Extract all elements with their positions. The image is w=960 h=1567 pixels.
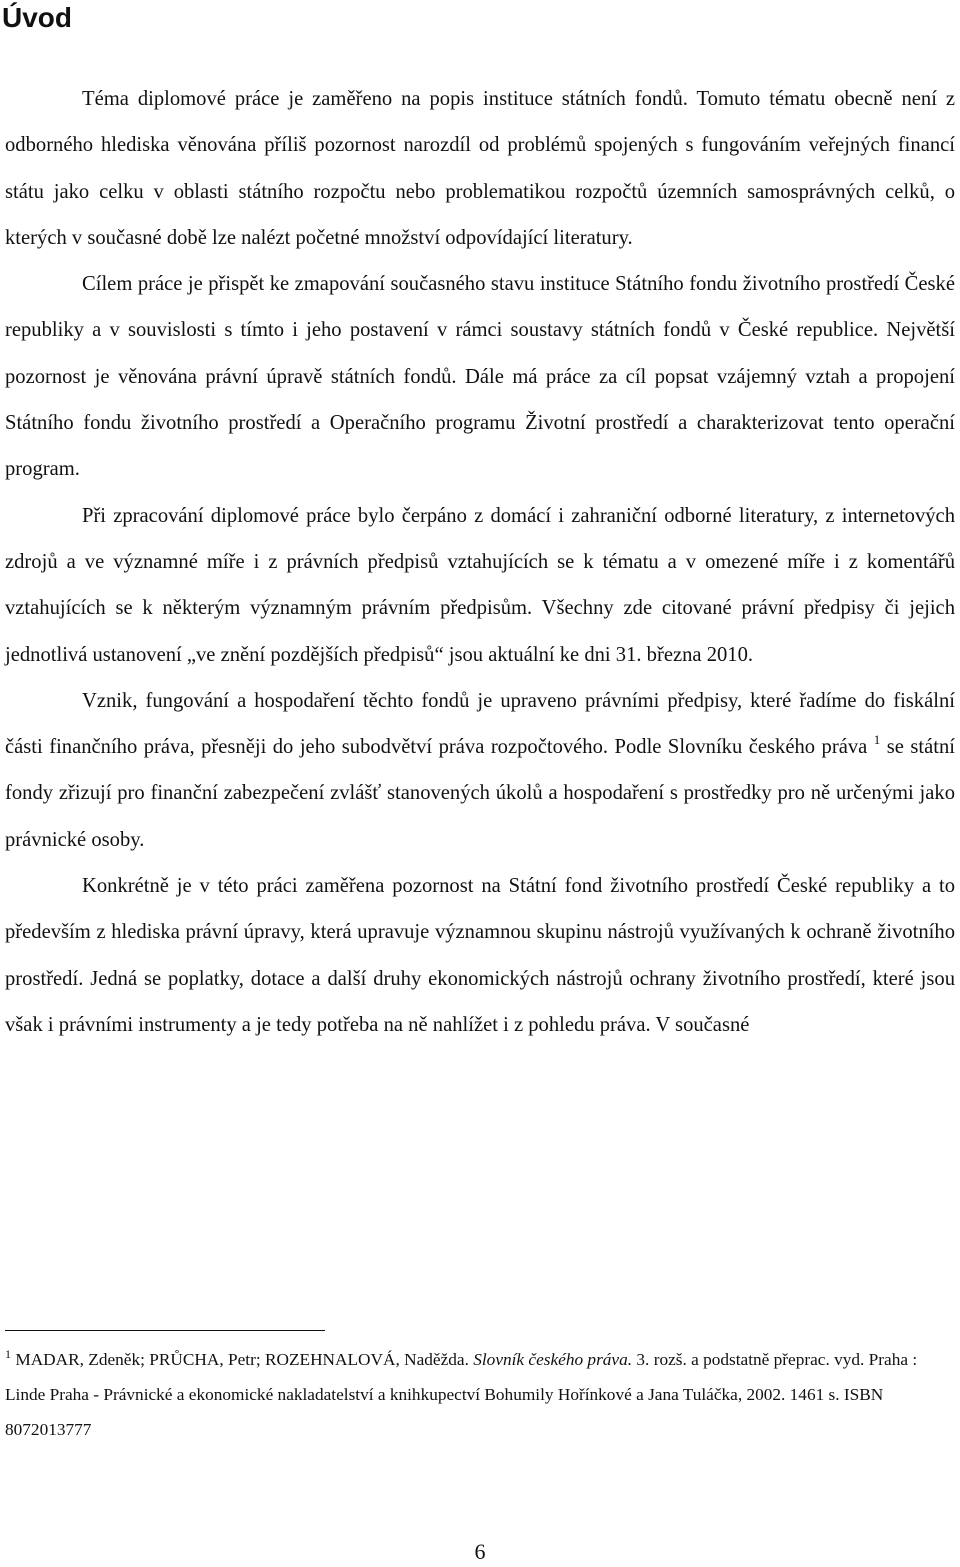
paragraph-1: Téma diplomové práce je zaměřeno na popis instituce státních fondů. Tomuto tématu obecně není z odborného hlediska věnována příliš pozornost narozdíl od problémů spojených s fungováním veřejných financí státu jako celku v oblasti státního rozpočtu nebo problematikou rozpočtů územních samosprávných celků, o kterých v současné době lze nalézt početné množství odpovídající literatury. [5, 88, 955, 249]
paragraph-2: Cílem práce je přispět ke zmapování současného stavu instituce Státního fondu životního prostředí České republiky a v souvislosti s tímto i jeho postavení v rámci soustavy státních fondů v České republice. Největší pozornost je věnována právní úpravě státních fondů. Dále má práce za cíl popsat vzájemný vztah a propojení Státního fondu životního prostředí a Operačního programu Životní prostředí a charakterizovat tento operační program. [5, 273, 955, 481]
paragraph-3: Při zpracování diplomové práce bylo čerpáno z domácí i zahraniční odborné literatury, z internetových zdrojů a ve významné míře i z právních předpisů vztahujících se k tématu a v omezené míře i z komentářů vztahujících se k některým významným právním předpisům. Všechny zde citované právní předpisy či jejich jednotlivá ustanovení „ve znění pozdějších předpisů“ jsou aktuální ke dni 31. března 2010. [5, 504, 955, 666]
paragraph-4-text-after-ref: se státní fondy zřizují pro finanční zabezpečení zvlášť stanovených úkolů a hospodaření s prostředky pro ně určenými jako právnické osoby. [5, 736, 956, 851]
body-text [5, 76, 955, 1048]
footnote-title: Slovník českého práva. [473, 1350, 633, 1369]
paragraph-4 [5, 678, 955, 863]
footnote-details: 3. rozš. a podstatně přeprac. vyd. Praha : Linde Praha - Právnické a ekonomické nakladatelství a knihkupectví Bohumily Hořínkové a Jana Tuláčka, 2002. 1461 s. ISBN 8072013777 [5, 1350, 918, 1439]
footnote-reference[interactable]: 1 [873, 732, 881, 748]
footnote-number: 1 [5, 1347, 11, 1361]
page-number: 6 [474, 1539, 486, 1564]
paragraph-4-text-before-ref: Vznik, fungování a hospodaření těchto fondů je upraveno právními předpisy, které řadíme do fiskální části finančního práva, přesněji do jeho subodvětví práva rozpočtového. Podle Slovníku českého práva [5, 689, 955, 759]
paragraph-5: Konkrétně je v této práci zaměřena pozornost na Státní fond životního prostředí České republiky a to především z hlediska právní úpravy, která upravuje významnou skupinu nástrojů využívaných k ochraně životního prostředí. Jedná se poplatky, dotace a další druhy ekonomických nástrojů ochrany životního prostředí, které jsou však i právními instrumenty a je tedy potřeba na ně nahlížet i z pohledu práva. V současné [5, 875, 955, 1036]
footnote-separator [5, 1330, 325, 1331]
section-heading: Úvod [2, 2, 72, 33]
footnote [5, 1342, 955, 1447]
footnote-authors: MADAR, Zdeněk; PRŮCHA, Petr; ROZEHNALOVÁ, Naděžda. [15, 1350, 469, 1369]
